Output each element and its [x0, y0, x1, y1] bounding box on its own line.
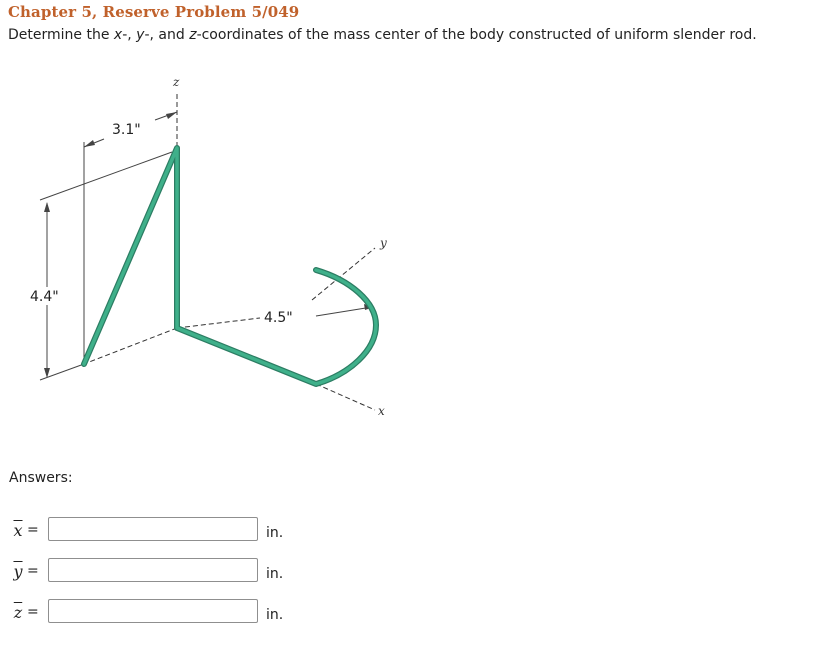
y-bar-label: $\overline{y}$: [13, 562, 23, 581]
answer-row-x: [0, 517, 400, 547]
prompt-var-z: z: [189, 27, 197, 43]
answer-row-y: [0, 558, 400, 588]
x-bar-unit: in.: [266, 525, 284, 541]
z-bar-unit: in.: [266, 607, 284, 623]
rod-body: [84, 148, 376, 384]
prompt-text-1: Determine the: [8, 27, 114, 43]
dim-left-ext-top: [40, 152, 172, 200]
answer-row-z: [0, 599, 400, 629]
z-axis-label: z: [173, 75, 180, 89]
prompt-text-3: -, and: [144, 27, 190, 43]
equals-sign: =: [27, 604, 39, 620]
y-bar-input[interactable]: [48, 558, 258, 582]
prompt-var-y: y: [136, 27, 145, 43]
problem-title: Chapter 5, Reserve Problem 5/049: [8, 3, 300, 21]
x-axis-line: [316, 384, 375, 410]
equals-sign: =: [27, 522, 39, 538]
z-bar-label: $\overline{z}$: [13, 603, 23, 622]
y-bar-unit: in.: [266, 566, 284, 582]
equals-sign: =: [27, 563, 39, 579]
prompt-text-2: -,: [122, 27, 137, 43]
dim-left-label: 4.4": [30, 289, 59, 305]
x-bar-input[interactable]: [48, 517, 258, 541]
answers-label: Answers:: [9, 470, 73, 486]
problem-prompt: [8, 27, 757, 43]
dim-top-arrowhead-left: [84, 140, 95, 147]
slender-rod: [84, 148, 376, 384]
x-axis-label: x: [378, 404, 385, 418]
y-axis-line: [177, 318, 260, 328]
z-bar-input[interactable]: [48, 599, 258, 623]
dim-radius-line: [316, 307, 372, 316]
dim-top-label: 3.1": [112, 122, 141, 138]
prompt-var-x: x: [113, 27, 123, 43]
dim-top-arrowhead-right: [166, 112, 177, 119]
dim-radius-label: 4.5": [264, 310, 293, 326]
y-axis-label: y: [380, 236, 387, 250]
dim-left-arrowhead-top: [44, 202, 50, 212]
x-bar-label: $\overline{x}$: [13, 521, 23, 540]
rod-figure: [0, 60, 440, 440]
prompt-text-4: -coordinates of the mass center of the body constructed of uniform slender rod.: [196, 27, 757, 43]
